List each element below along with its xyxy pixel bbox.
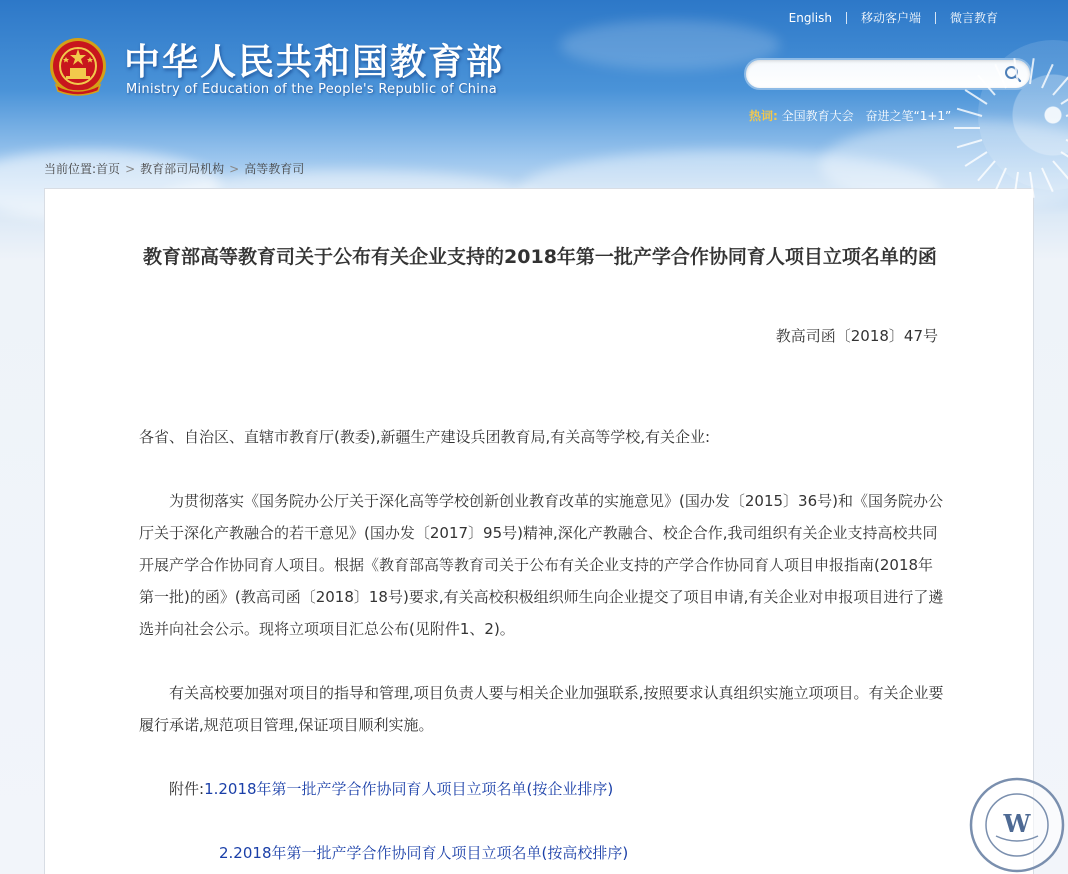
- attachments-label: 附件:: [169, 780, 205, 798]
- site-title-english: Ministry of Education of the People's Republic of China: [126, 82, 498, 97]
- search-box: [744, 58, 1032, 90]
- mobile-client-link[interactable]: 移动客户端: [860, 11, 921, 25]
- hot-words-label: 热词:: [749, 109, 778, 123]
- breadcrumb-separator: >: [125, 162, 136, 176]
- breadcrumb-item-higher-education[interactable]: 高等教育司: [244, 162, 305, 176]
- article-title: 教育部高等教育司关于公布有关企业支持的2018年第一批产学合作协同育人项目立项名单的函: [143, 246, 937, 268]
- dandelion-seed: [954, 127, 980, 129]
- attachment-link-by-enterprise[interactable]: 1.2018年第一批产学合作协同育人项目立项名单(按企业排序): [204, 780, 614, 798]
- article-greeting: 各省、自治区、直辖市教育厅(教委),新疆生产建设兵团教育局,有关高等学校,有关企业:: [139, 428, 711, 446]
- article-paragraph: 为贯彻落实《国务院办公厅关于深化高等学校创新创业教育改革的实施意见》(国办发〔2015〕36号)和《国务院办公厅关于深化产教融合的若干意见》(国办发〔2017〕95号)精神,深化产教融合、校企合作,我司组织有关企业支持高校共同开展产学合作协同育人项目。根据《教育部高等教育司关于公布有关企业支持的产学合作协同育人项目申报指南(2018年第一批)的函》(教高司函〔2018〕18号)要求,有关高校积极组织师生向企业提交了项目申请,有关企业对申报项目进行了遴选并向社会公示。现将立项项目汇总公布(见附件1、2)。: [139, 492, 944, 638]
- weiyan-education-link[interactable]: 微言教育: [949, 11, 998, 25]
- university-seal-watermark: [968, 776, 1066, 874]
- document-number: 教高司函〔2018〕47号: [775, 327, 938, 345]
- attachment-link-by-university[interactable]: 2.2018年第一批产学合作协同育人项目立项名单(按高校排序): [219, 844, 629, 862]
- search-input[interactable]: [760, 64, 994, 86]
- attachment-row: [139, 837, 947, 869]
- site-title[interactable]: 中华人民共和国教育部: [124, 42, 505, 83]
- english-link[interactable]: English: [788, 10, 832, 25]
- search-icon[interactable]: [1004, 65, 1022, 83]
- national-emblem-icon[interactable]: [46, 35, 110, 99]
- top-links: [775, 9, 1012, 26]
- breadcrumb-item-departments[interactable]: 教育部司局机构: [140, 162, 225, 176]
- svg-text:W: W: [1003, 809, 1031, 838]
- attachment-row: [139, 773, 947, 805]
- article-panel: [44, 188, 1034, 874]
- breadcrumb: [44, 160, 304, 177]
- breadcrumb-prefix: 当前位置:: [44, 162, 97, 176]
- breadcrumb-separator: >: [229, 162, 240, 176]
- article-body: [139, 421, 947, 869]
- hot-word-link[interactable]: 奋进之笔“1+1”: [865, 109, 952, 123]
- hot-words: [749, 107, 959, 124]
- breadcrumb-item-home[interactable]: 首页: [96, 162, 121, 176]
- article-paragraph: 有关高校要加强对项目的指导和管理,项目负责人要与相关企业加强联系,按照要求认真组织实施立项项目。有关企业要履行承诺,规范项目管理,保证项目顺利实施。: [139, 684, 944, 734]
- hot-word-link[interactable]: 全国教育大会: [781, 109, 854, 123]
